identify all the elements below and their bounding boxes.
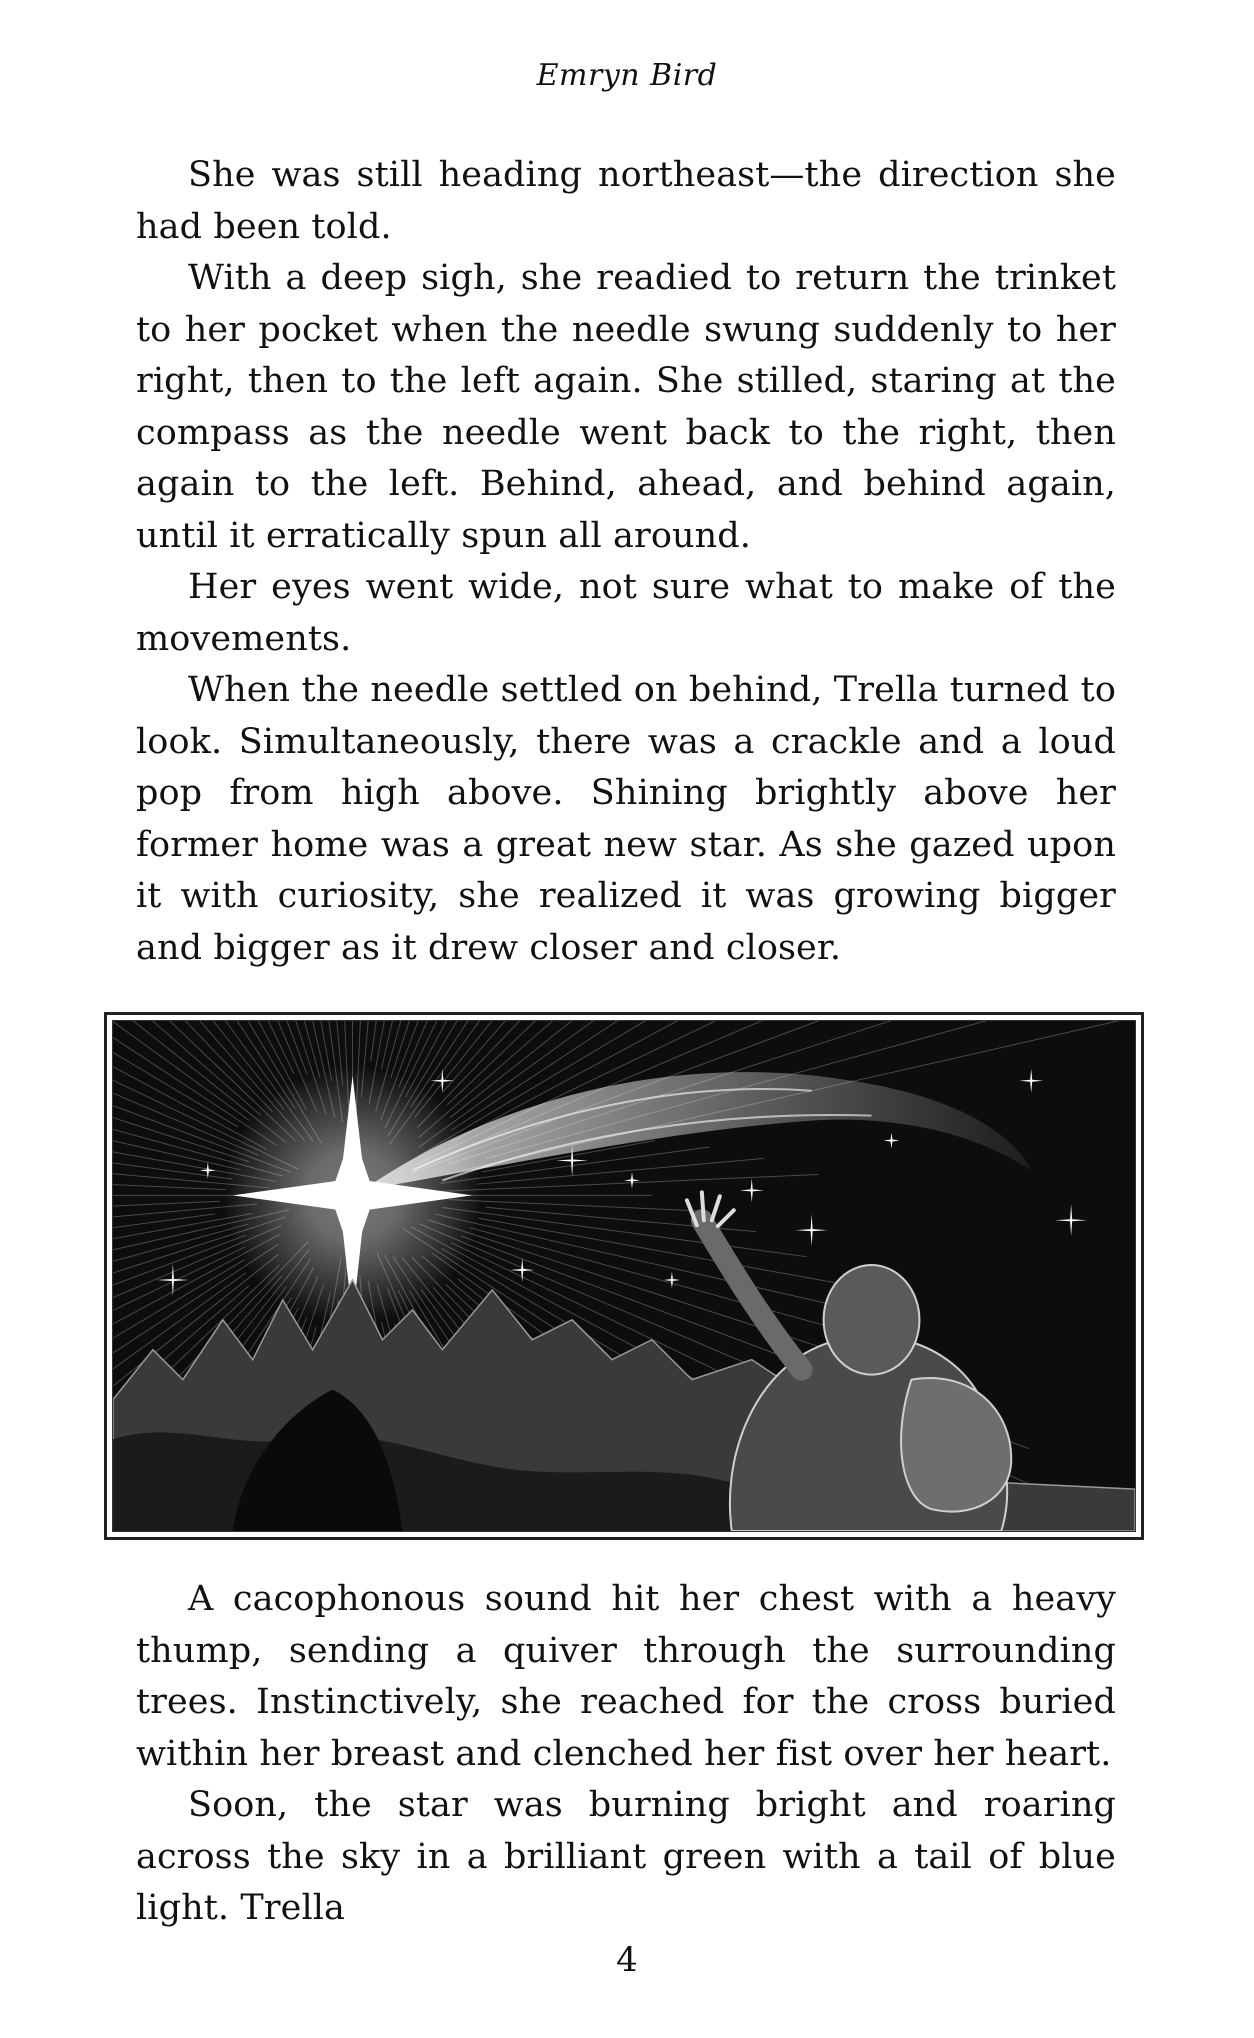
illustration-falling-star — [104, 1012, 1144, 1540]
paragraph: Her eyes went wide, not sure what to make of the movements. — [136, 567, 1116, 659]
paragraph: When the needle settled on behind, Trella turned to look. Simultaneously, there was a crackle and a loud pop from high above. Shining brightly above her former home was a great new star. As she gazed upon it with curiosity, she realized it was growing bigger and bigger as it drew closer and closer. — [136, 670, 1116, 968]
page-number: 4 — [616, 1940, 638, 1980]
running-head: Emryn Bird — [536, 58, 718, 93]
body-text-bottom — [136, 1574, 1116, 1935]
paragraph: A cacophonous sound hit her chest with a heavy thump, sending a quiver through the surrounding trees. Instinctively, she reached for the cross buried within her breast and clenched her fist over her heart. — [136, 1579, 1116, 1774]
body-text-top — [136, 150, 1116, 974]
paragraph: With a deep sigh, she readied to return the trinket to her pocket when the needle swung suddenly to her right, then to the left again. She stilled, staring at the compass as the needle went back to the right, then again to the left. Behind, ahead, and behind again, until it erratically spun all around. — [136, 258, 1116, 556]
paragraph: Soon, the star was burning bright and roaring across the sky in a brilliant green with a tail of blue light. Trella — [136, 1785, 1116, 1928]
paragraph: She was still heading northeast—the direction she had been told. — [136, 155, 1116, 247]
illustration-artwork — [112, 1020, 1136, 1532]
